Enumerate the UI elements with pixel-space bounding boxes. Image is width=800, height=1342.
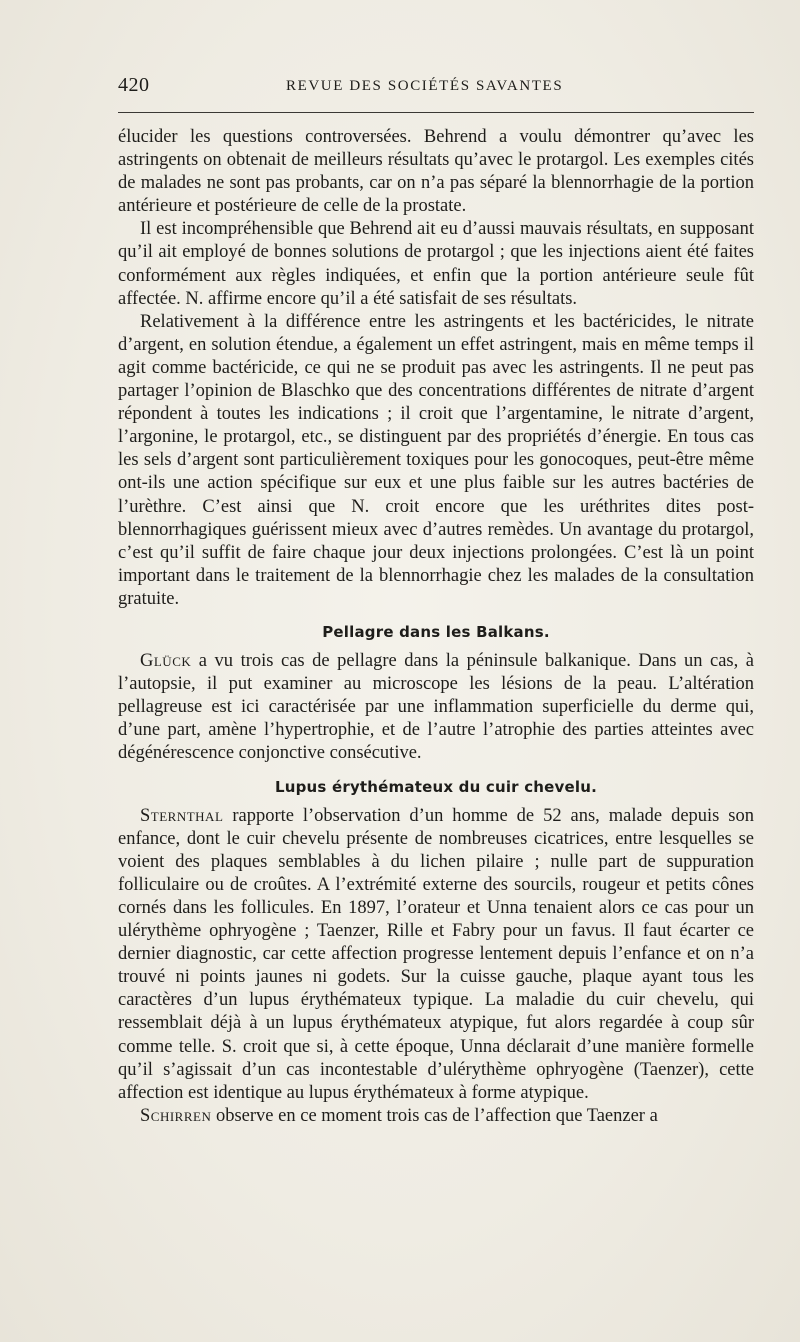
section-heading-pellagre: Pellagre dans les Balkans. xyxy=(322,622,550,641)
author-name: Glück xyxy=(140,651,192,672)
paragraph-text: a vu trois cas de pellagre dans la péninsule balkanique. Dans un cas, à l’autopsie, il put examiner au microscope les lésions de la peau. L’altération pellagreuse est ici caractérisée par une inflammation superficielle du derme qui, d’une part, amène l’hypertrophie, et de l’autre l’atrophie des parties atteintes avec dégénérescence conjonctive consécutive. xyxy=(118,651,754,764)
page-number: 420 xyxy=(118,74,150,96)
paragraph-lupus xyxy=(118,805,754,1105)
paragraph-behrend: Il est incompréhensible que Behrend ait eu d’aussi mauvais résultats, en supposant qu’il ait employé de bonnes solutions de protargol ; que les injections aient été faites conformément aux règles indiquées, et enfin que la portion antérieure seule fût affectée. N. affirme encore qu’il a été satisfait de ses résultats. xyxy=(118,219,754,309)
paragraph-pellagre xyxy=(118,650,754,765)
article-body xyxy=(118,126,754,1128)
author-name: Schirren xyxy=(140,1105,212,1126)
paragraph-continuation: élucider les questions controversées. Behrend a voulu démontrer qu’avec les astringents on obtenait de meilleurs résultats qu’avec le protargol. Les exemples cités de malades ne sont pas probants, car on n’a pas séparé la blennorrhagie de la portion antérieure et postérieure de celle de la prostate. xyxy=(118,127,754,217)
running-title: REVUE DES SOCIÉTÉS SAVANTES xyxy=(286,78,564,94)
author-name: Sternthal xyxy=(140,805,224,826)
paragraph-text: observe en ce moment trois cas de l’affection que Taenzer a xyxy=(211,1105,658,1126)
paragraph-astringents: Relativement à la différence entre les astringents et les bactéricides, le nitrate d’argent, en solution étendue, a également un effet astringent, mais en même temps il agit comme bactéricide, ce qui ne se produit pas avec les astringents. Il ne peut pas partager l’opinion de Blaschko que des concentrations différentes de nitrate d’argent répondent à toutes les indications ; il croit que l’argentamine, le nitrate d’argent, l’argonine, le protargol, etc., se distinguent par des propriétés d’énergie. En tous cas les sels d’argent sont particulièrement toxiques pour les gonocoques, peut-être même ont-ils une action spécifique sur eux et une plus faible sur les autres bactéries de l’urèthre. C’est ainsi que N. croit encore que les uréthrites dites post-blennorrhagiques guérissent mieux avec d’autres remèdes. Un avantage du protargol, c’est qu’il suffit de faire chaque jour deux injections prolongées. C’est là un point important dans le traitement de la blennorrhagie chez les malades de la consultation gratuite. xyxy=(118,311,754,609)
paragraph-schirren xyxy=(118,1105,754,1128)
section-heading-lupus: Lupus érythémateux du cuir chevelu. xyxy=(274,777,598,796)
page-header xyxy=(118,74,754,104)
header-rule xyxy=(118,112,754,113)
paragraph-text: rapporte l’observation d’un homme de 52 ans, malade depuis son enfance, dont le cuir chevelu présente de nombreuses cicatrices, entre lesquelles se voient des plaques semblables à du lichen pilaire ; nulle part de suppuration folliculaire ou de croûtes. A l’extrémité externe des sourcils, rougeur et petits cônes cornés dans les follicules. En 1897, l’orateur et Unna tenaient alors ce cas pour un ulérythème ophryogène ; Taenzer, Rille et Fabry pour un favus. Il faut écarter ce dernier diagnostic, car cette affection progresse lentement depuis l’enfance et on n’a trouvé ni points jaunes ni godets. Sur la cuisse gauche, plaque ayant tous les caractères d’un lupus érythémateux typique. La maladie du cuir chevelu, qui ressemblait déjà à un lupus érythémateux atypique, fut alors regardée à coup sûr comme telle. S. croit que si, à cette époque, Unna déclarait d’une manière formelle qu’il s’agissait d’un cas incontestable d’ulérythème ophryogène (Taenzer), cette affection est identique au lupus érythémateux à forme atypique. xyxy=(118,805,754,1103)
